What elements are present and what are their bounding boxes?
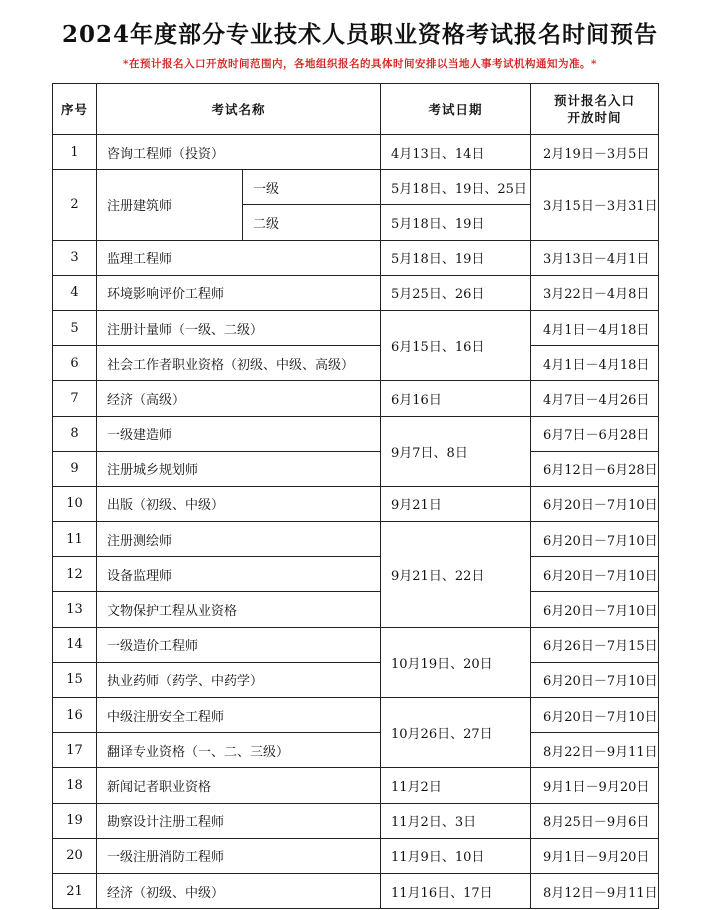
exam-name-cell: 一级造价工程师 [97, 627, 381, 662]
exam-no-cell: 17 [53, 733, 97, 768]
table-row [53, 592, 659, 627]
registration-period-cell: 6月26日－7月15日 [531, 627, 659, 662]
registration-period-cell: 6月20日－7月10日 [531, 486, 659, 521]
exam-no-cell: 3 [53, 240, 97, 275]
registration-period-cell: 8月12日－9月11日 [531, 873, 659, 908]
header-registration [531, 84, 659, 135]
exam-no-cell: 9 [53, 451, 97, 486]
exam-no-cell: 11 [53, 522, 97, 557]
table-row [53, 170, 659, 205]
header-date: 考试日期 [381, 84, 531, 135]
exam-no-cell: 13 [53, 592, 97, 627]
exam-date-cell: 11月2日、3日 [381, 803, 531, 838]
exam-no-cell: 12 [53, 557, 97, 592]
registration-period-cell: 6月12日－6月28日 [531, 451, 659, 486]
registration-period-cell: 6月20日－7月10日 [531, 557, 659, 592]
exam-no-cell: 8 [53, 416, 97, 451]
registration-period-cell: 6月7日－6月28日 [531, 416, 659, 451]
exam-date-cell: 9月7日、8日 [381, 416, 531, 486]
header-registration-line2: 开放时间 [567, 110, 622, 125]
header-no: 序号 [53, 84, 97, 135]
exam-schedule-table [52, 83, 659, 909]
table-row [53, 240, 659, 275]
exam-name-cell: 新闻记者职业资格 [97, 768, 381, 803]
exam-date-cell: 11月16日、17日 [381, 873, 531, 908]
table-row [53, 275, 659, 310]
exam-date-cell: 9月21日、22日 [381, 522, 531, 628]
registration-period-cell: 4月1日－4月18日 [531, 346, 659, 381]
header-name: 考试名称 [97, 84, 381, 135]
exam-level-cell: 一级 [243, 170, 381, 205]
exam-name-cell: 经济（高级） [97, 381, 381, 416]
table-row [53, 557, 659, 592]
registration-period-cell: 6月20日－7月10日 [531, 592, 659, 627]
table-header-row [53, 84, 659, 135]
table-row [53, 381, 659, 416]
exam-date-cell: 6月15日、16日 [381, 310, 531, 380]
exam-name-cell: 执业药师（药学、中药学） [97, 662, 381, 697]
exam-name-cell: 出版（初级、中级） [97, 486, 381, 521]
exam-no-cell: 4 [53, 275, 97, 310]
exam-name-cell: 注册测绘师 [97, 522, 381, 557]
exam-date-cell: 6月16日 [381, 381, 531, 416]
exam-no-cell: 6 [53, 346, 97, 381]
exam-name-cell: 注册计量师（一级、二级） [97, 310, 381, 345]
exam-name-cell: 监理工程师 [97, 240, 381, 275]
exam-name-cell: 一级注册消防工程师 [97, 838, 381, 873]
exam-date-cell: 5月25日、26日 [381, 275, 531, 310]
exam-no-cell: 20 [53, 838, 97, 873]
table-row [53, 698, 659, 733]
table-row [53, 662, 659, 697]
exam-name-cell: 经济（初级、中级） [97, 873, 381, 908]
exam-date-cell: 11月9日、10日 [381, 838, 531, 873]
exam-name-cell: 文物保护工程从业资格 [97, 592, 381, 627]
document-title: 2024年度部分专业技术人员职业资格考试报名时间预告 [61, 21, 658, 48]
exam-no-cell: 16 [53, 698, 97, 733]
exam-date-cell: 5月18日、19日、25日 [381, 170, 531, 205]
exam-no-cell: 10 [53, 486, 97, 521]
table-row [53, 135, 659, 170]
exam-name-cell: 设备监理师 [97, 557, 381, 592]
exam-no-cell: 15 [53, 662, 97, 697]
table-row [53, 768, 659, 803]
exam-name-cell: 社会工作者职业资格（初级、中级、高级） [97, 346, 381, 381]
exam-date-cell: 10月19日、20日 [381, 627, 531, 697]
table-row [53, 451, 659, 486]
registration-period-cell: 9月1日－9月20日 [531, 838, 659, 873]
exam-name-cell: 注册城乡规划师 [97, 451, 381, 486]
registration-period-cell: 6月20日－7月10日 [531, 698, 659, 733]
exam-name-cell: 环境影响评价工程师 [97, 275, 381, 310]
registration-period-cell: 3月22日－4月8日 [531, 275, 659, 310]
exam-date-cell: 5月18日、19日 [381, 240, 531, 275]
header-registration-line1: 预计报名入口 [553, 93, 635, 108]
exam-no-cell: 21 [53, 873, 97, 908]
exam-date-cell: 9月21日 [381, 486, 531, 521]
table-row [53, 803, 659, 838]
table-row [53, 873, 659, 908]
exam-name-cell: 一级建造师 [97, 416, 381, 451]
exam-name-cell: 中级注册安全工程师 [97, 698, 381, 733]
exam-name-cell: 注册建筑师 [97, 170, 243, 240]
exam-date-cell: 10月26日、27日 [381, 698, 531, 768]
table-row [53, 310, 659, 345]
exam-date-cell: 11月2日 [381, 768, 531, 803]
exam-level-cell: 二级 [243, 205, 381, 240]
registration-period-cell: 4月7日－4月26日 [531, 381, 659, 416]
registration-period-cell: 4月1日－4月18日 [531, 310, 659, 345]
exam-date-cell: 5月18日、19日 [381, 205, 531, 240]
exam-no-cell: 14 [53, 627, 97, 662]
exam-no-cell: 2 [53, 170, 97, 240]
exam-date-cell: 4月13日、14日 [381, 135, 531, 170]
registration-period-cell: 9月1日－9月20日 [531, 768, 659, 803]
exam-name-cell: 咨询工程师（投资） [97, 135, 381, 170]
registration-period-cell: 3月13日－4月1日 [531, 240, 659, 275]
registration-period-cell: 8月22日－9月11日 [531, 733, 659, 768]
exam-no-cell: 5 [53, 310, 97, 345]
table-row [53, 838, 659, 873]
exam-no-cell: 1 [53, 135, 97, 170]
exam-no-cell: 7 [53, 381, 97, 416]
registration-period-cell: 6月20日－7月10日 [531, 662, 659, 697]
exam-no-cell: 19 [53, 803, 97, 838]
table-row [53, 733, 659, 768]
registration-period-cell: 6月20日－7月10日 [531, 522, 659, 557]
registration-period-cell: 3月15日－3月31日 [531, 170, 659, 240]
document-subtitle-note: *在预计报名入口开放时间范围内，各地组织报名的具体时间安排以当地人事考试机构通知为准。* [123, 58, 597, 70]
exam-name-cell: 翻译专业资格（一、二、三级） [97, 733, 381, 768]
table-row [53, 486, 659, 521]
exam-name-cell: 勘察设计注册工程师 [97, 803, 381, 838]
exam-no-cell: 18 [53, 768, 97, 803]
table-row [53, 627, 659, 662]
table-row [53, 522, 659, 557]
registration-period-cell: 2月19日－3月5日 [531, 135, 659, 170]
registration-period-cell: 8月25日－9月6日 [531, 803, 659, 838]
table-row [53, 346, 659, 381]
table-row [53, 416, 659, 451]
